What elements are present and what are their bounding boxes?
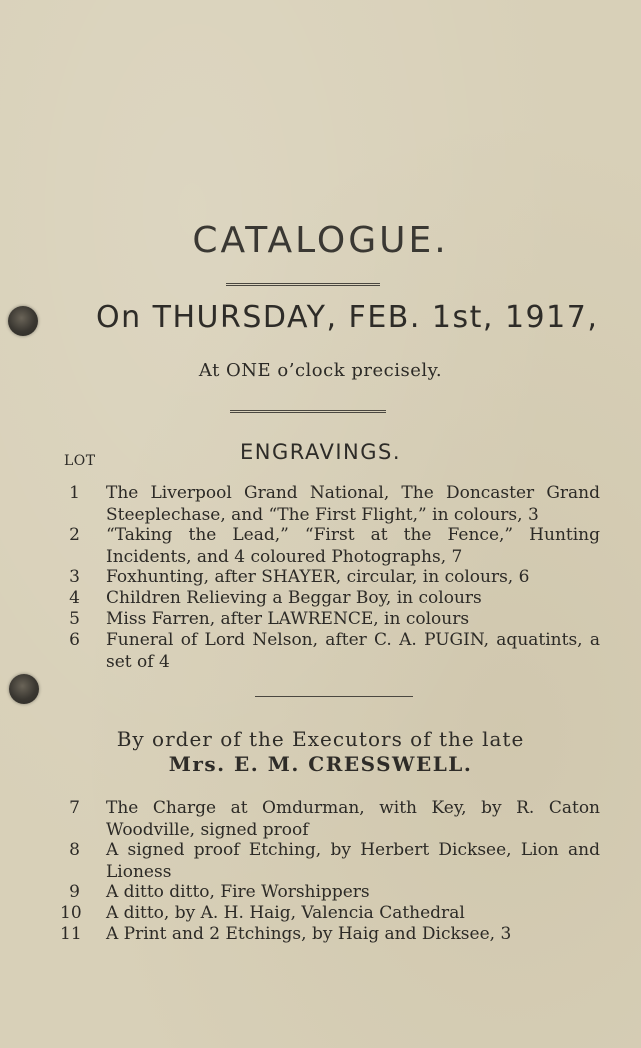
- binding-hole-top: [8, 306, 38, 336]
- lot-item: [60, 630, 600, 674]
- executors-name: Mrs. E. M. CRESSWELL.: [168, 752, 473, 776]
- lot-number: 6: [69, 630, 80, 650]
- lot-number: 9: [69, 882, 80, 902]
- sale-date: On THURSDAY, FEB. 1st, 1917,: [96, 300, 599, 335]
- section-rule: [255, 696, 413, 698]
- section-heading-engravings: ENGRAVINGS.: [239, 440, 402, 464]
- lot-description: Foxhunting, after SHAYER, circular, in colours, 6: [106, 567, 530, 587]
- lot-description: A ditto ditto, Fire Worshippers: [106, 882, 370, 902]
- lot-item: [60, 525, 600, 569]
- lot-item: [60, 798, 600, 842]
- lot-number: 5: [69, 609, 80, 629]
- lot-description: Children Relieving a Beggar Boy, in colours: [106, 588, 482, 608]
- lot-number: 2: [69, 525, 80, 545]
- lot-number: 11: [60, 924, 82, 944]
- lot-item: [60, 483, 600, 527]
- catalogue-title: CATALOGUE.: [192, 220, 449, 261]
- lot-number: 3: [69, 567, 80, 587]
- lot-description: “Taking the Lead,” “First at the Fence,” Hunting Incidents, and 4 coloured Photographs, 7: [106, 525, 600, 567]
- lot-item: [60, 840, 600, 884]
- lot-number: 10: [60, 903, 82, 923]
- title-rule: [226, 283, 380, 286]
- lot-description: A signed proof Etching, by Herbert Dicksee, Lion and Lioness: [106, 840, 600, 882]
- lot-description: The Liverpool Grand National, The Doncaster Grand Steeplechase, and “The First Flight,” in colours, 3: [106, 483, 600, 525]
- lot-column-header: LOT: [64, 453, 96, 469]
- binding-hole-bottom: [9, 674, 39, 704]
- lot-description: Miss Farren, after LAWRENCE, in colours: [106, 609, 470, 629]
- executors-heading: By order of the Executors of the late: [116, 727, 525, 751]
- lot-number: 1: [69, 483, 80, 503]
- lot-description: Funeral of Lord Nelson, after C. A. PUGIN, aquatints, a set of 4: [106, 630, 600, 672]
- lot-description: A ditto, by A. H. Haig, Valencia Cathedral: [106, 903, 465, 923]
- lot-description: A Print and 2 Etchings, by Haig and Dicksee, 3: [106, 924, 512, 944]
- lot-number: 4: [69, 588, 80, 608]
- sale-time: At ONE o’clock precisely.: [198, 360, 443, 381]
- lot-description: The Charge at Omdurman, with Key, by R. Caton Woodville, signed proof: [106, 798, 600, 840]
- lot-number: 7: [69, 798, 80, 818]
- date-rule: [230, 410, 386, 413]
- lot-number: 8: [69, 840, 80, 860]
